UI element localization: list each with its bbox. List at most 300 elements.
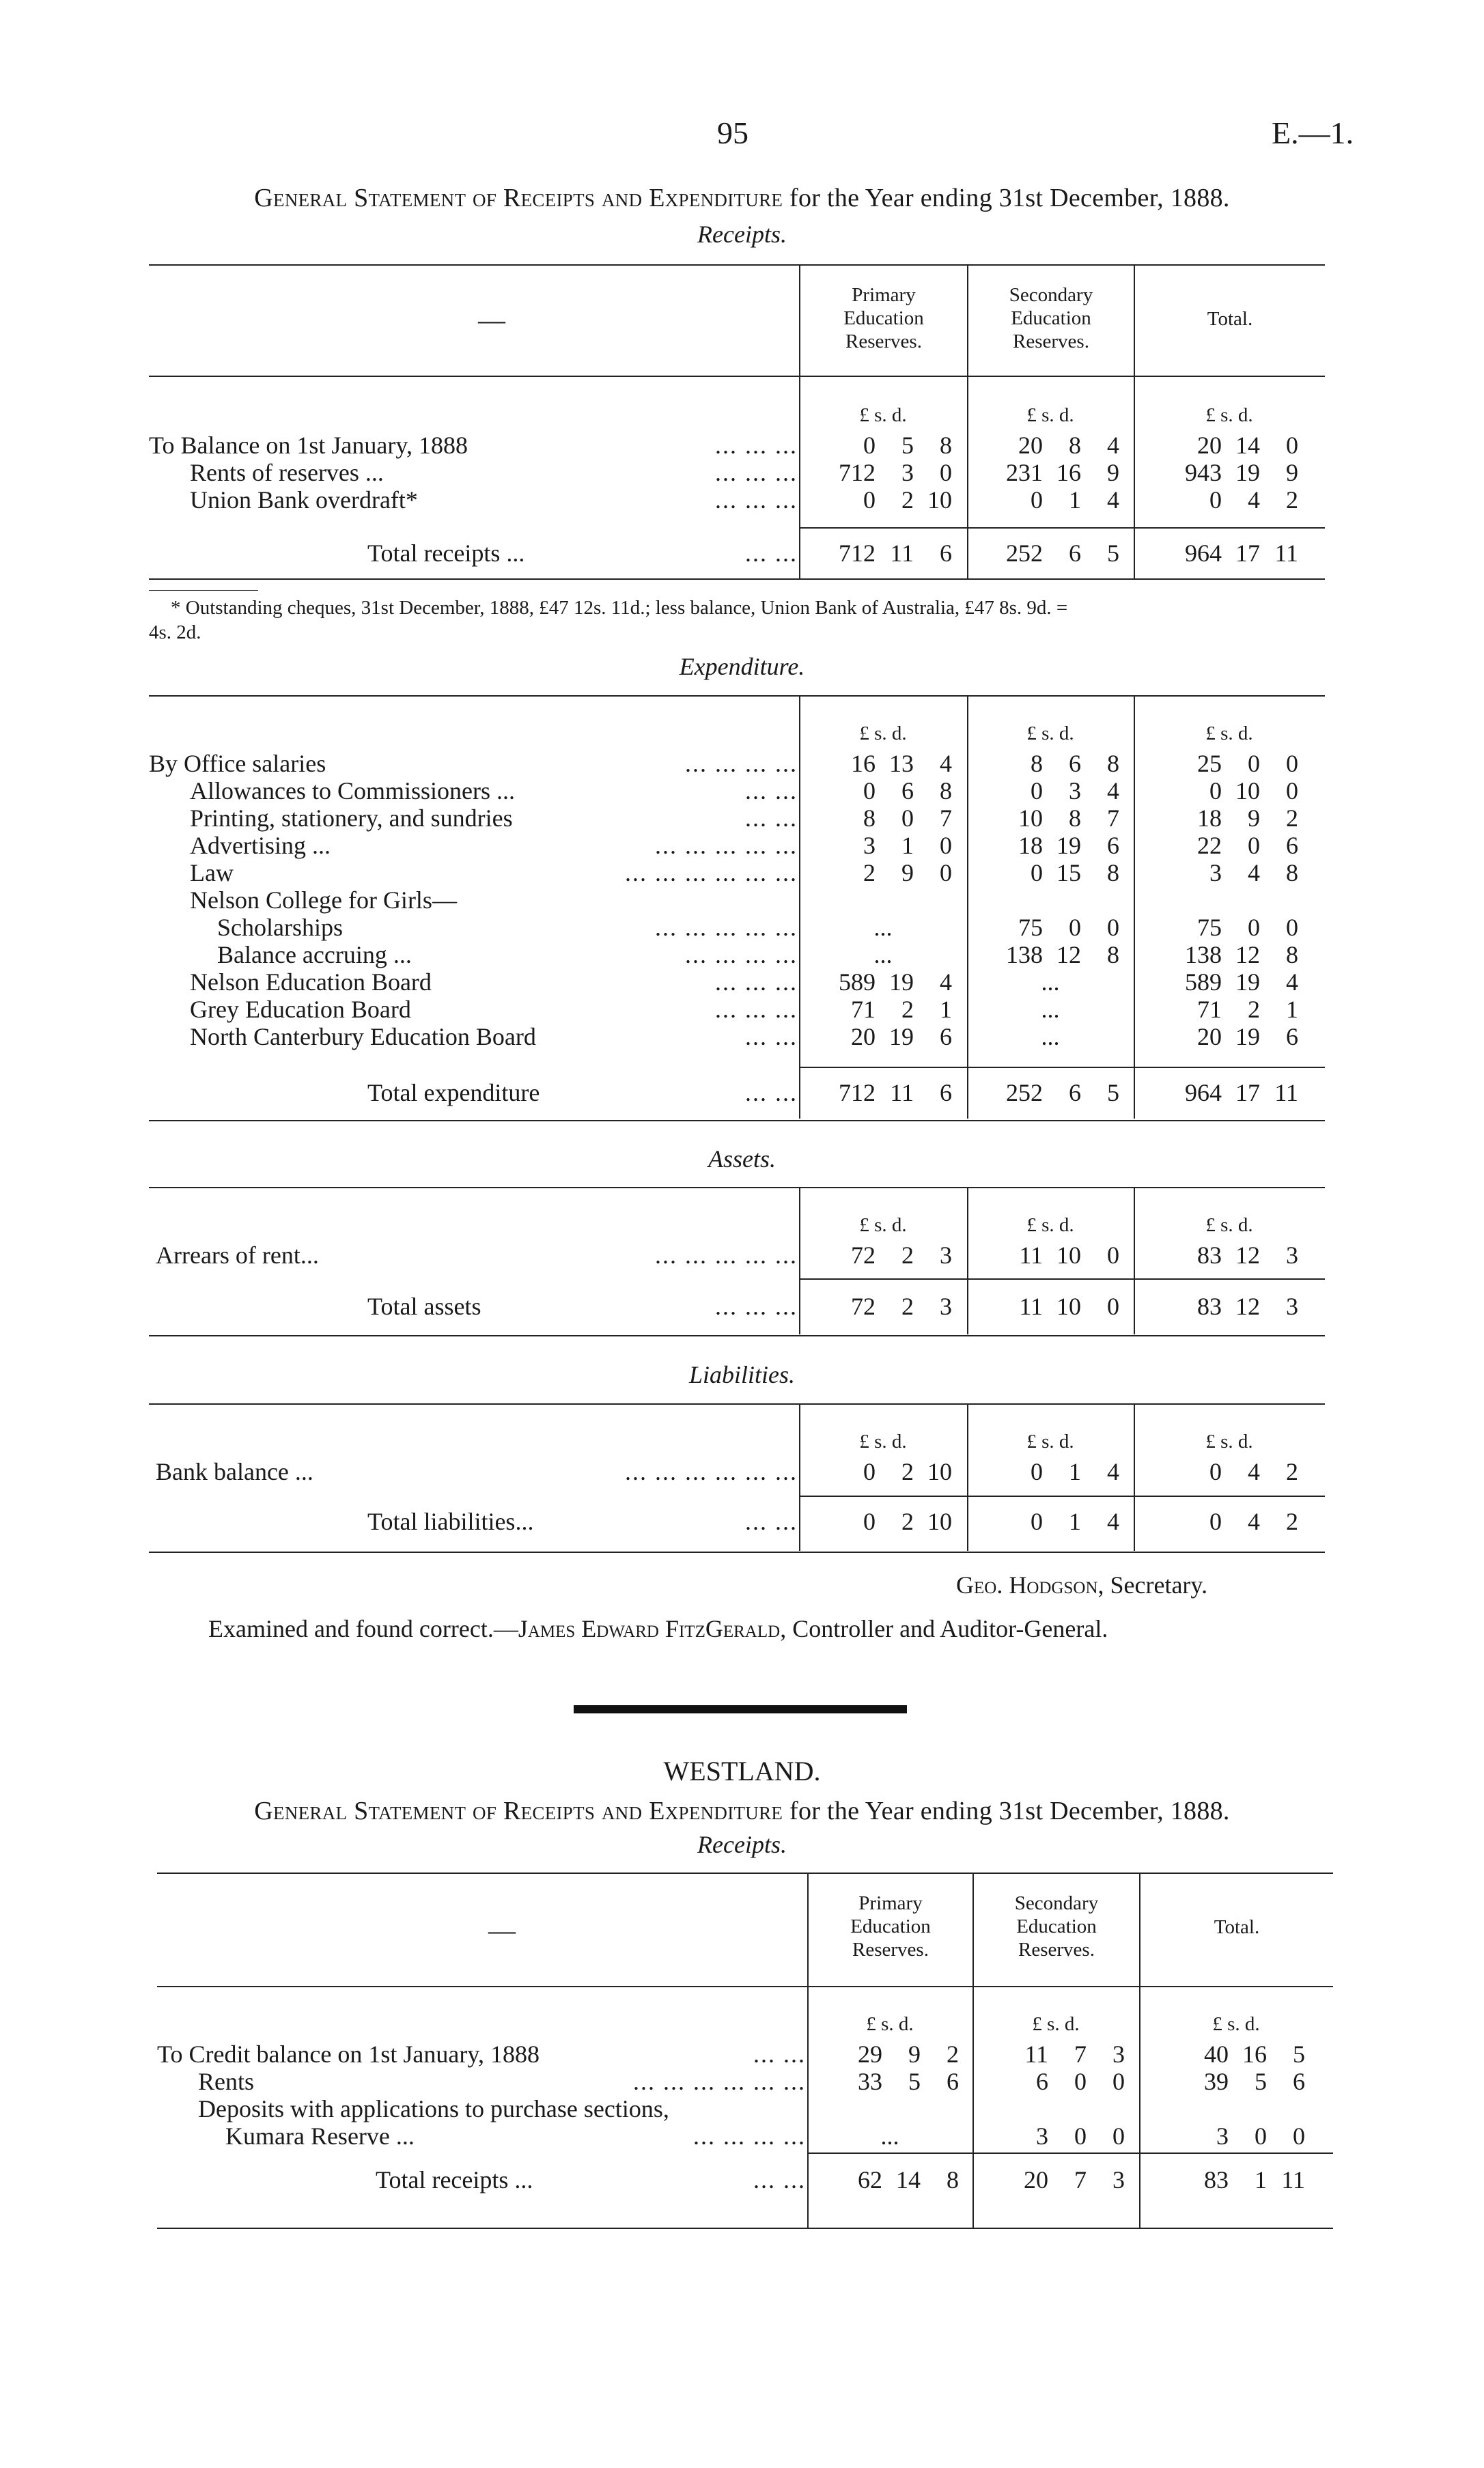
- row-label: Balance accruing ...: [217, 941, 412, 968]
- total-amount: [1154, 2068, 1318, 2095]
- amount-pence: 0: [940, 859, 952, 886]
- amount-pence: 3: [940, 1293, 952, 1320]
- auditor-title: , Controller and Auditor-General.: [780, 1615, 1108, 1642]
- primary-amount: [801, 459, 965, 486]
- rule: [799, 1278, 1325, 1280]
- header-line: Education: [1011, 307, 1091, 329]
- total-amount: [1147, 1023, 1311, 1050]
- leader-dots: ... ...: [753, 2166, 806, 2193]
- amount-pence: 0: [1286, 777, 1298, 804]
- table-row: [149, 832, 798, 859]
- amount-shillings: 2: [901, 486, 914, 514]
- examined-prefix: Examined and found correct.—: [208, 1615, 518, 1642]
- amount-pence: 9: [1107, 459, 1119, 486]
- amount-shillings: 11: [890, 539, 914, 567]
- amount-pounds: 75: [1197, 914, 1222, 941]
- amount-pence: 0: [1107, 1293, 1119, 1320]
- primary-amount: [801, 750, 965, 777]
- amount-pence: 8: [1107, 859, 1119, 886]
- secondary-amount: ...: [1041, 968, 1060, 996]
- column-divider: [1134, 1403, 1135, 1551]
- leader-dots: ... ... ...: [715, 459, 798, 486]
- amount-shillings: 0: [901, 804, 914, 832]
- leader-dots: ... ... ... ... ... ...: [625, 1458, 798, 1485]
- leader-dots: ... ...: [745, 1023, 798, 1050]
- total-amount: [1147, 486, 1311, 514]
- total-row: [149, 1508, 798, 1535]
- rule: [149, 695, 1325, 697]
- amount-pounds: 231: [1006, 459, 1043, 486]
- nelson-expenditure-title: Expenditure.: [679, 653, 805, 680]
- header-line: Education: [843, 307, 924, 329]
- amount-pounds: 712: [839, 1079, 876, 1106]
- amount-pence: 2: [1286, 1458, 1298, 1485]
- primary-amount: ...: [873, 914, 893, 941]
- amount-pence: 1: [1286, 996, 1298, 1023]
- amount-pounds: 964: [1185, 1079, 1222, 1106]
- header-line: Primary: [852, 284, 916, 306]
- total-amount: [1147, 750, 1311, 777]
- table-row: [149, 459, 798, 486]
- primary-amount: [801, 968, 965, 996]
- amount-pounds: 0: [1209, 1458, 1222, 1485]
- table-row: [149, 777, 798, 804]
- primary-amount: [801, 1458, 965, 1485]
- row-label: Nelson College for Girls—: [190, 886, 457, 914]
- amount-pounds: 11: [1024, 2041, 1048, 2068]
- secondary-amount: [968, 459, 1132, 486]
- amount-pence: 2: [947, 2041, 959, 2068]
- secondary-amount: [974, 2122, 1138, 2150]
- leader-dots: ... ... ... ... ...: [655, 914, 798, 941]
- amount-pounds: 20: [851, 1023, 876, 1050]
- rule: [149, 264, 1325, 266]
- row-label: Rents of reserves ...: [190, 459, 384, 486]
- total-amount: [1147, 914, 1311, 941]
- primary-amount: [801, 1293, 965, 1320]
- amount-pounds: 18: [1018, 832, 1043, 859]
- amount-shillings: 10: [1235, 777, 1260, 804]
- units-secondary: £ s. d.: [1026, 723, 1074, 744]
- amount-pence: 8: [1107, 750, 1119, 777]
- rule: [149, 578, 1325, 580]
- table-row: [149, 432, 798, 459]
- total-amount: [1147, 432, 1311, 459]
- header-line: Secondary: [1014, 1892, 1099, 1914]
- amount-pence: 7: [1107, 804, 1119, 832]
- amount-pence: 8: [1286, 859, 1298, 886]
- amount-shillings: 1: [1255, 2166, 1267, 2193]
- amount-pounds: 3: [1216, 2122, 1229, 2150]
- amount-pounds: 2: [863, 859, 876, 886]
- amount-shillings: 19: [1235, 1023, 1260, 1050]
- amount-shillings: 3: [1069, 777, 1081, 804]
- amount-shillings: 0: [1069, 914, 1081, 941]
- leader-dots: ... ... ... ... ...: [655, 832, 798, 859]
- amount-shillings: 6: [1069, 539, 1081, 567]
- leader-dots: ... ...: [753, 2041, 806, 2068]
- amount-pence: 9: [1286, 459, 1298, 486]
- units-secondary: £ s. d.: [1026, 404, 1074, 426]
- secondary-amount: [968, 1079, 1132, 1106]
- amount-shillings: 14: [896, 2166, 921, 2193]
- amount-pounds: 0: [863, 1458, 876, 1485]
- leader-dots: ... ...: [745, 539, 798, 567]
- amount-pence: 3: [940, 1242, 952, 1269]
- amount-shillings: 17: [1235, 539, 1260, 567]
- rule: [799, 527, 1325, 529]
- amount-shillings: 0: [1248, 832, 1260, 859]
- amount-pence: 3: [1286, 1293, 1298, 1320]
- amount-pence: 6: [1286, 832, 1298, 859]
- secondary-amount: [968, 832, 1132, 859]
- table-row: [149, 1242, 798, 1269]
- amount-pounds: 138: [1006, 941, 1043, 968]
- amount-pence: 4: [1286, 968, 1298, 996]
- amount-pence: 6: [947, 2068, 959, 2095]
- primary-amount: [801, 859, 965, 886]
- row-label: Deposits with applications to purchase sections,: [198, 2095, 669, 2122]
- total-amount: [1147, 941, 1311, 968]
- amount-pence: 0: [1107, 914, 1119, 941]
- leader-dots: ... ... ... ... ... ...: [633, 2068, 806, 2095]
- amount-pence: 7: [940, 804, 952, 832]
- units-total: £ s. d.: [1212, 2013, 1260, 2035]
- amount-pence: 4: [1107, 486, 1119, 514]
- column-header-total: Total.: [1214, 1916, 1260, 1938]
- units-total: £ s. d.: [1205, 404, 1253, 426]
- total-amount: [1147, 859, 1311, 886]
- units-total: £ s. d.: [1205, 1431, 1253, 1453]
- header-line: Secondary: [1009, 284, 1093, 306]
- header-line: Reserves.: [845, 331, 922, 352]
- leader-dots: ... ...: [745, 1079, 798, 1106]
- table-row: [149, 750, 798, 777]
- row-label: Printing, stationery, and sundries: [190, 804, 513, 832]
- amount-pounds: 589: [1185, 968, 1222, 996]
- secondary-amount: [968, 941, 1132, 968]
- amount-pence: 1: [940, 996, 952, 1023]
- amount-pounds: 40: [1204, 2041, 1229, 2068]
- secondary-amount: [968, 1242, 1132, 1269]
- page-number: 95: [717, 115, 748, 150]
- units-primary: £ s. d.: [859, 723, 907, 744]
- amount-shillings: 10: [1056, 1293, 1081, 1320]
- row-label: To Credit balance on 1st January, 1888: [157, 2041, 540, 2068]
- amount-pounds: 10: [1018, 804, 1043, 832]
- amount-shillings: 2: [1248, 996, 1260, 1023]
- total-amount: [1147, 539, 1311, 567]
- amount-pounds: 16: [851, 750, 876, 777]
- amount-shillings: 4: [1248, 1458, 1260, 1485]
- row-label: Allowances to Commissioners ...: [190, 777, 515, 804]
- primary-amount: [808, 2041, 972, 2068]
- amount-pence: 0: [1107, 1242, 1119, 1269]
- amount-pounds: 20: [1197, 1023, 1222, 1050]
- row-label: Total receipts ...: [376, 2166, 533, 2193]
- nelson-heading-caps: General Statement of Receipts and Expenditure: [254, 184, 783, 212]
- amount-pence: 4: [1107, 1458, 1119, 1485]
- table-row: [149, 941, 798, 968]
- amount-shillings: 6: [1069, 1079, 1081, 1106]
- total-row: [149, 539, 798, 567]
- header-line: Education: [1016, 1916, 1097, 1937]
- amount-pounds: 72: [851, 1293, 876, 1320]
- amount-pence: 10: [927, 1508, 952, 1535]
- leader-dots: ... ...: [745, 1508, 798, 1535]
- westland-heading: [0, 1796, 1484, 1826]
- rule: [149, 1120, 1325, 1121]
- amount-shillings: 14: [1235, 432, 1260, 459]
- amount-shillings: 4: [1248, 1508, 1260, 1535]
- amount-pounds: 252: [1006, 539, 1043, 567]
- leader-dots: ... ... ... ...: [693, 2122, 806, 2150]
- total-amount: [1147, 1458, 1311, 1485]
- amount-pence: 6: [1286, 1023, 1298, 1050]
- primary-amount: [808, 2068, 972, 2095]
- amount-pounds: 71: [851, 996, 876, 1023]
- amount-pence: 0: [1286, 432, 1298, 459]
- amount-pence: 3: [1112, 2166, 1125, 2193]
- amount-pence: 6: [1293, 2068, 1305, 2095]
- units-primary: £ s. d.: [859, 1431, 907, 1453]
- amount-pence: 8: [940, 777, 952, 804]
- amount-pounds: 0: [863, 1508, 876, 1535]
- amount-pence: 8: [940, 432, 952, 459]
- secondary-amount: [968, 1458, 1132, 1485]
- amount-shillings: 1: [1069, 1458, 1081, 1485]
- amount-shillings: 1: [901, 832, 914, 859]
- amount-pence: 0: [1286, 914, 1298, 941]
- secretary-title: , Secretary.: [1097, 1571, 1208, 1599]
- row-label: Advertising ...: [190, 832, 331, 859]
- units-total: £ s. d.: [1205, 723, 1253, 744]
- amount-shillings: 3: [901, 459, 914, 486]
- amount-pounds: 71: [1197, 996, 1222, 1023]
- amount-shillings: 15: [1056, 859, 1081, 886]
- amount-shillings: 0: [1248, 914, 1260, 941]
- amount-pounds: 0: [1209, 486, 1222, 514]
- total-amount: [1147, 996, 1311, 1023]
- amount-pence: 11: [1274, 539, 1298, 567]
- amount-pence: 4: [940, 968, 952, 996]
- table-row: [149, 1458, 798, 1485]
- amount-shillings: 2: [901, 1293, 914, 1320]
- total-amount: [1147, 1508, 1311, 1535]
- amount-pounds: 25: [1197, 750, 1222, 777]
- amount-pounds: 3: [1036, 2122, 1048, 2150]
- leader-dots: ... ...: [745, 804, 798, 832]
- amount-shillings: 19: [889, 968, 914, 996]
- amount-shillings: 1: [1069, 1508, 1081, 1535]
- leader-dots: ... ... ... ... ...: [655, 1242, 798, 1269]
- amount-pounds: 22: [1197, 832, 1222, 859]
- secondary-amount: [968, 859, 1132, 886]
- table-row: [149, 804, 798, 832]
- amount-shillings: 4: [1248, 486, 1260, 514]
- column-header-primary: [809, 1892, 972, 1961]
- total-amount: [1147, 804, 1311, 832]
- amount-shillings: 5: [908, 2068, 921, 2095]
- amount-pence: 4: [1107, 777, 1119, 804]
- amount-shillings: 12: [1235, 941, 1260, 968]
- amount-pounds: 0: [1031, 859, 1043, 886]
- nelson-heading-rest: for the Year ending 31st December, 1888.: [783, 184, 1230, 212]
- amount-shillings: 10: [1056, 1242, 1081, 1269]
- row-label: Total liabilities...: [367, 1508, 534, 1535]
- amount-pence: 6: [940, 539, 952, 567]
- primary-amount: [808, 2166, 972, 2193]
- secondary-amount: ...: [1041, 996, 1060, 1023]
- secondary-amount: [968, 804, 1132, 832]
- amount-pence: 6: [1107, 832, 1119, 859]
- total-amount: [1147, 777, 1311, 804]
- amount-pence: 2: [1286, 1508, 1298, 1535]
- amount-pounds: 72: [851, 1242, 876, 1269]
- amount-pounds: 11: [1019, 1293, 1043, 1320]
- leader-dots: ... ... ... ... ... ...: [625, 859, 798, 886]
- row-label: North Canterbury Education Board: [190, 1023, 536, 1050]
- amount-pence: 0: [940, 459, 952, 486]
- amount-pounds: 0: [1209, 777, 1222, 804]
- rule: [157, 2228, 1333, 2229]
- secondary-amount: [968, 777, 1132, 804]
- amount-pence: 3: [1112, 2041, 1125, 2068]
- units-secondary: £ s. d.: [1026, 1431, 1074, 1453]
- header-line: Primary: [858, 1892, 923, 1914]
- amount-shillings: 2: [901, 1508, 914, 1535]
- amount-pounds: 712: [839, 539, 876, 567]
- header-line: Reserves.: [1018, 1939, 1095, 1961]
- primary-amount: [801, 777, 965, 804]
- total-amount: [1147, 1293, 1311, 1320]
- column-divider: [799, 695, 800, 1119]
- amount-pounds: 20: [1018, 432, 1043, 459]
- amount-shillings: 2: [901, 996, 914, 1023]
- column-header-primary: [800, 283, 967, 353]
- primary-amount: [801, 1508, 965, 1535]
- secondary-amount: [968, 1508, 1132, 1535]
- amount-shillings: 9: [901, 859, 914, 886]
- leader-dots: ... ... ... ...: [685, 750, 798, 777]
- header-line: Reserves.: [852, 1939, 929, 1961]
- secretary-name: Geo. Hodgson: [956, 1571, 1098, 1599]
- amount-pounds: 0: [1031, 1458, 1043, 1485]
- amount-shillings: 11: [890, 1079, 914, 1106]
- leader-dots: ... ...: [745, 777, 798, 804]
- amount-pounds: 589: [839, 968, 876, 996]
- row-label: Arrears of rent...: [156, 1242, 319, 1269]
- amount-pence: 4: [1107, 1508, 1119, 1535]
- amount-pence: 6: [940, 1079, 952, 1106]
- column-header-total: Total.: [1207, 308, 1253, 330]
- amount-pounds: 0: [1031, 777, 1043, 804]
- amount-shillings: 16: [1056, 459, 1081, 486]
- header-line: Education: [850, 1916, 931, 1937]
- auditor-statement: [208, 1614, 1108, 1643]
- secondary-amount: [974, 2041, 1138, 2068]
- amount-shillings: 2: [901, 1458, 914, 1485]
- amount-pence: 0: [1112, 2068, 1125, 2095]
- row-label: Grey Education Board: [190, 996, 411, 1023]
- amount-shillings: 5: [1255, 2068, 1267, 2095]
- amount-shillings: 17: [1235, 1079, 1260, 1106]
- secondary-amount: [968, 750, 1132, 777]
- amount-shillings: 0: [1074, 2068, 1087, 2095]
- amount-pence: 6: [940, 1023, 952, 1050]
- leader-dots: ... ... ...: [715, 968, 798, 996]
- series-code: E.—1.: [1272, 115, 1354, 150]
- leader-dots: ... ... ...: [715, 486, 798, 514]
- nelson-heading: [0, 183, 1484, 213]
- total-amount: [1147, 1242, 1311, 1269]
- secondary-amount: [974, 2166, 1138, 2193]
- amount-pounds: 83: [1197, 1293, 1222, 1320]
- amount-shillings: 19: [1235, 459, 1260, 486]
- leader-dots: ... ... ...: [715, 1293, 798, 1320]
- row-label: Union Bank overdraft*: [190, 486, 418, 514]
- amount-shillings: 6: [1069, 750, 1081, 777]
- amount-shillings: 9: [908, 2041, 921, 2068]
- leader-dots: ... ... ...: [715, 996, 798, 1023]
- column-divider: [799, 1403, 800, 1551]
- amount-pounds: 3: [1209, 859, 1222, 886]
- amount-pounds: 712: [839, 459, 876, 486]
- amount-pounds: 83: [1197, 1242, 1222, 1269]
- amount-shillings: 16: [1242, 2041, 1267, 2068]
- amount-pounds: 943: [1185, 459, 1222, 486]
- leader-dots: ... ... ...: [715, 432, 798, 459]
- primary-amount: ...: [880, 2122, 899, 2150]
- primary-amount: [801, 832, 965, 859]
- amount-pounds: 11: [1019, 1242, 1043, 1269]
- secondary-amount: [968, 539, 1132, 567]
- total-amount: [1147, 459, 1311, 486]
- units-secondary: £ s. d.: [1026, 1214, 1074, 1236]
- rule: [149, 1335, 1325, 1336]
- secondary-amount: [968, 914, 1132, 941]
- units-primary: £ s. d.: [866, 2013, 914, 2035]
- total-amount: [1154, 2166, 1318, 2193]
- primary-amount: [801, 1242, 965, 1269]
- column-header-dash: —: [478, 305, 505, 335]
- footnote-cont: 4s. 2d.: [149, 621, 201, 643]
- header-line: Reserves.: [1013, 331, 1089, 352]
- column-header-secondary: [974, 1892, 1139, 1961]
- total-row: [149, 1079, 798, 1106]
- auditor-name: James Edward FitzGerald: [518, 1615, 781, 1642]
- rule: [149, 1403, 1325, 1405]
- row-label: Kumara Reserve ...: [225, 2122, 415, 2150]
- amount-pounds: 252: [1006, 1079, 1043, 1106]
- amount-pence: 4: [940, 750, 952, 777]
- total-row: [149, 1293, 798, 1320]
- footnote-rule: [149, 590, 258, 591]
- row-label: Total expenditure: [367, 1079, 540, 1106]
- amount-pounds: 75: [1018, 914, 1043, 941]
- amount-shillings: 5: [901, 432, 914, 459]
- amount-shillings: 19: [889, 1023, 914, 1050]
- table-row: [149, 886, 798, 914]
- row-label: Rents: [198, 2068, 255, 2095]
- column-header-secondary: [968, 283, 1134, 353]
- amount-shillings: 0: [1248, 750, 1260, 777]
- amount-pounds: 20: [1197, 432, 1222, 459]
- table-row: [157, 2041, 806, 2068]
- row-label: Scholarships: [217, 914, 343, 941]
- row-label: To Balance on 1st January, 1888: [149, 432, 468, 459]
- amount-pence: 8: [1107, 941, 1119, 968]
